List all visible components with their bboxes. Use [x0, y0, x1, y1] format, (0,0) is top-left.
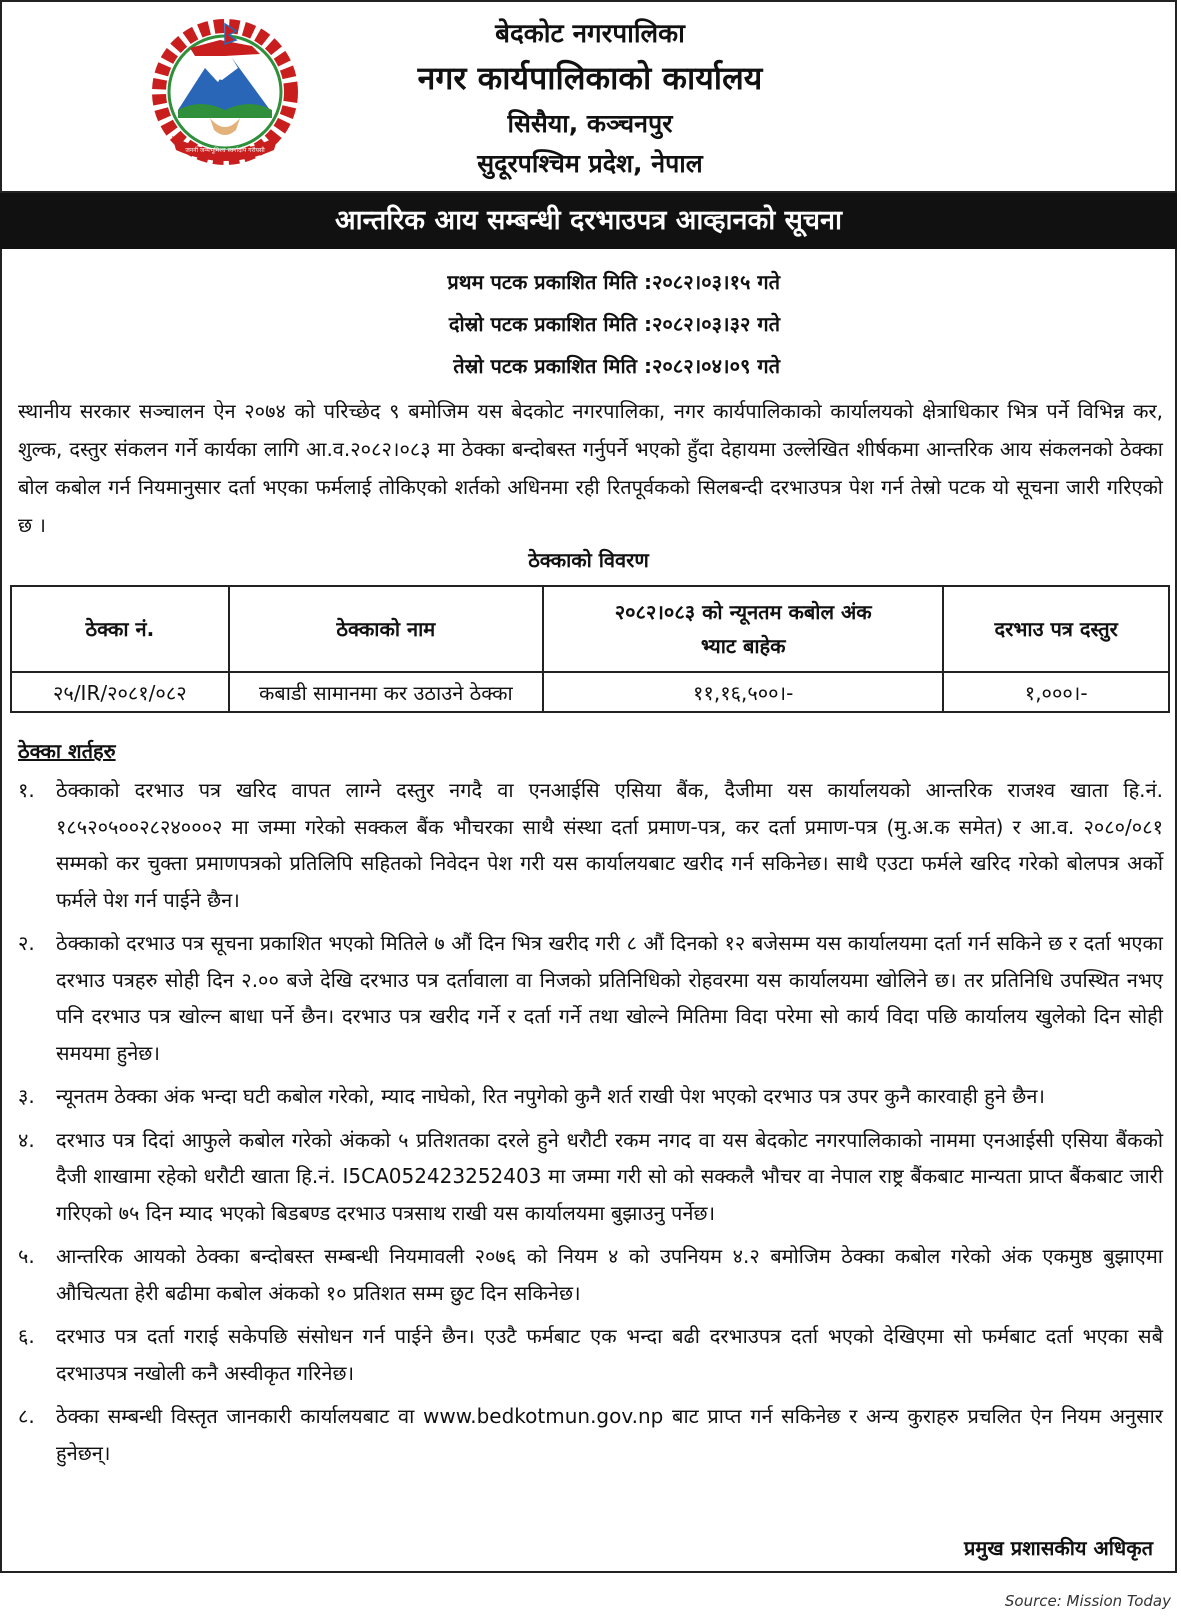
term-number: ४. [18, 1127, 35, 1152]
third-publication-date: तेस्रो पटक प्रकाशित मिति :२०८२।०४।०९ गते [453, 354, 780, 378]
term-text: न्यूनतम ठेक्का अंक भन्दा घटी कबोल गरेको, म्याद नाघेको, रित नपुगेको कुनै शर्त राखी पेश भएको दरभाउ पत्र उपर कुनै कारवाही हुने छैन। [56, 1084, 1045, 1108]
cell-contract-name: कबाडी सामानमा कर उठाउने ठेक्का [229, 672, 543, 712]
header-bid-fee: दरभाउ पत्र दस्तुर [943, 586, 1169, 672]
header-contract-number: ठेक्का नं. [11, 586, 229, 672]
header-contract-name: ठेक्काको नाम [229, 586, 543, 672]
term-number: २. [18, 931, 35, 955]
term-text: ठेक्काको दरभाउ पत्र सूचना प्रकाशित भएको मितिले ७ औं दिन भित्र खरीद गरी ८ औं दिनको १२ बजेसम्म यस कार्यालयमा दर्ता गर्न सकिने छ र दर्ता भएका दरभाउ पत्रहरु सोही दिन २.०० बजे देखि दरभाउ पत्र दर्तावाला वा निजको प्रतिनिधिको रोहवरमा यस कार्यालयमा खोलिने छ। तर प्रतिनिधि उपस्थित नभए पनि दरभाउ पत्र खोल्न बाधा पर्ने छैन। दरभाउ पत्र खरीद गर्ने र दर्ता गर्ने तथा खोल्ने मितिमा विदा परेमा सो कार्य विदा पछि कार्यालय खुलेको दिन सोही समयमा हुनेछ। [56, 931, 1163, 1065]
signatory-title: प्रमुख प्रशासकीय अधिकृत [964, 1536, 1153, 1560]
municipality-name: बेदकोट नगरपालिका [495, 19, 685, 49]
office-name: नगर कार्यपालिकाको कार्यालय [417, 59, 763, 97]
list-item [18, 1122, 1163, 1232]
table-row [11, 672, 1169, 712]
header-minimum-bid: २०८२।०८३ को न्यूनतम कबोल अंक भ्याट बाहेक [543, 586, 943, 672]
list-item [18, 1318, 1163, 1391]
contract-table [10, 585, 1170, 713]
list-item [18, 772, 1163, 918]
terms-title: ठेक्का शर्तहरु [18, 739, 116, 763]
terms-list [18, 772, 1163, 1478]
nepal-emblem-icon [150, 18, 300, 170]
term-number: ५. [18, 1244, 35, 1268]
province-name: सुदूरपश्चिम प्रदेश, नेपाल [477, 149, 703, 178]
term-text: दरभाउ पत्र दिदां आफुले कबोल गरेको अंकको ५ प्रतिशतका दरले हुने धरौटी रकम नगद वा यस बेदकोट नगरपालिकाको नाममा एनआईसी एसिया बैंकको दैजी शाखामा रहेको धरौटी खाता हि.नं. I5CA052423252403 मा जम्मा गरी सो को सक्कलै भौचर वा नेपाल राष्ट्र बैंकबाट मान्यता प्राप्त बैंकबाट जारी गरिएको ७५ दिन म्याद भएको बिडबण्ड दरभाउ पत्रसाथ राखी यस कार्यालयमा बुझाउनु पर्नेछ। [56, 1127, 1163, 1225]
cell-bid-fee: १,०००।- [943, 672, 1169, 712]
office-location: सिसैया, कञ्चनपुर [507, 109, 673, 138]
cell-minimum-bid: ११,१६,५००।- [543, 672, 943, 712]
list-item [18, 1238, 1163, 1311]
term-text: आन्तरिक आयको ठेक्का बन्दोबस्त सम्बन्धी नियमावली २०७६ को नियम ४ को उपनियम ४.२ बमोजिम ठेक्का कबोल गरेको अंक एकमुष्ठ बुझाएमा औचित्यता हेरी बढीमा कबोल अंकको १० प्रतिशत सम्म छुट दिन सकिनेछ। [56, 1244, 1163, 1305]
emblem-motto: जननी जन्मभूमिश्च स्वर्गादपि गरीयसी [185, 147, 265, 154]
term-number: ८. [18, 1404, 35, 1428]
first-publication-date: प्रथम पटक प्रकाशित मिति :२०८२।०३।१५ गते [447, 270, 780, 294]
second-publication-date: दोस्रो पटक प्रकाशित मिति :२०८२।०३।३२ गते [448, 312, 780, 336]
term-text: ठेक्का सम्बन्धी विस्तृत जानकारी कार्यालयबाट वा www.bedkotmun.gov.np बाट प्राप्त गर्न सकिनेछ र अन्य कुराहरु प्रचलित ऐन नियम अनुसार हुनेछन्। [56, 1404, 1163, 1465]
list-item [18, 1398, 1163, 1471]
term-text: ठेक्काको दरभाउ पत्र खरिद वापत लाग्ने दस्तुर नगदै वा एनआईसि एसिया बैंक, दैजीमा यस कार्यालयको आन्तरिक राजश्व खाता हि.नं. १८५२०५००२८२४०००२ मा जम्मा गरेको सक्कल बैंक भौचरका साथै संस्था दर्ता प्रमाण-पत्र, कर दर्ता प्रमाण-पत्र (मु.अ.क समेत) र आ.व. २०८०/०८१ सम्मको कर चुक्ता प्रमाणपत्रको प्रतिलिपि सहितको निवेदन पेश गरी यस कार्यालयबाट खरीद गर्न सकिनेछ। साथै एउटा फर्मले खरिद गरेको बोलपत्र अर्को फर्मले पेश गर्न पाईने छैन। [56, 778, 1163, 912]
term-number: ३. [18, 1084, 35, 1108]
term-number: ६. [18, 1324, 35, 1348]
notice-title: आन्तरिक आय सम्बन्धी दरभाउपत्र आव्हानको सूचना [0, 193, 1177, 249]
term-text: दरभाउ पत्र दर्ता गराई सकेपछि संसोधन गर्न पाईने छैन। एउटै फर्मबाट एक भन्दा बढी दरभाउपत्र दर्ता भएको देखिएमा सो फर्मबाट दर्ता भएका सबै दरभाउपत्र नखोली कनै अस्वीकृत गरिनेछ। [56, 1324, 1163, 1385]
source-credit: Source: Mission Today [1004, 1592, 1171, 1610]
list-item [18, 1078, 1163, 1115]
contract-section-title: ठेक्काको विवरण [528, 548, 649, 572]
term-number: १. [18, 778, 35, 802]
notice-header [0, 0, 1177, 193]
list-item [18, 925, 1163, 1071]
cell-contract-number: २५/IR/२०८१/०८२ [11, 672, 229, 712]
table-header-row [11, 586, 1169, 672]
intro-paragraph: स्थानीय सरकार सञ्चालन ऐन २०७४ को परिच्छेद ९ बमोजिम यस बेदकोट नगरपालिका, नगर कार्यपालिकाको कार्यालयको क्षेत्राधिकार भित्र पर्ने विभिन्न कर, शुल्क, दस्तुर संकलन गर्ने कार्यका लागि आ.व.२०८२।०८३ मा ठेक्का बन्दोबस्त गर्नुपर्ने भएको हुँदा देहायमा उल्लेखित शीर्षकमा आन्तरिक आय संकलनको ठेक्का बोल कबोल गर्न नियमानुसार दर्ता भएका फर्मलाई तोकिएको शर्तको अधिनमा रही रितपूर्वकको सिलबन्दी दरभाउपत्र पेश गर्न तेस्रो पटक यो सूचना जारी गरिएको छ । [18, 399, 1163, 537]
